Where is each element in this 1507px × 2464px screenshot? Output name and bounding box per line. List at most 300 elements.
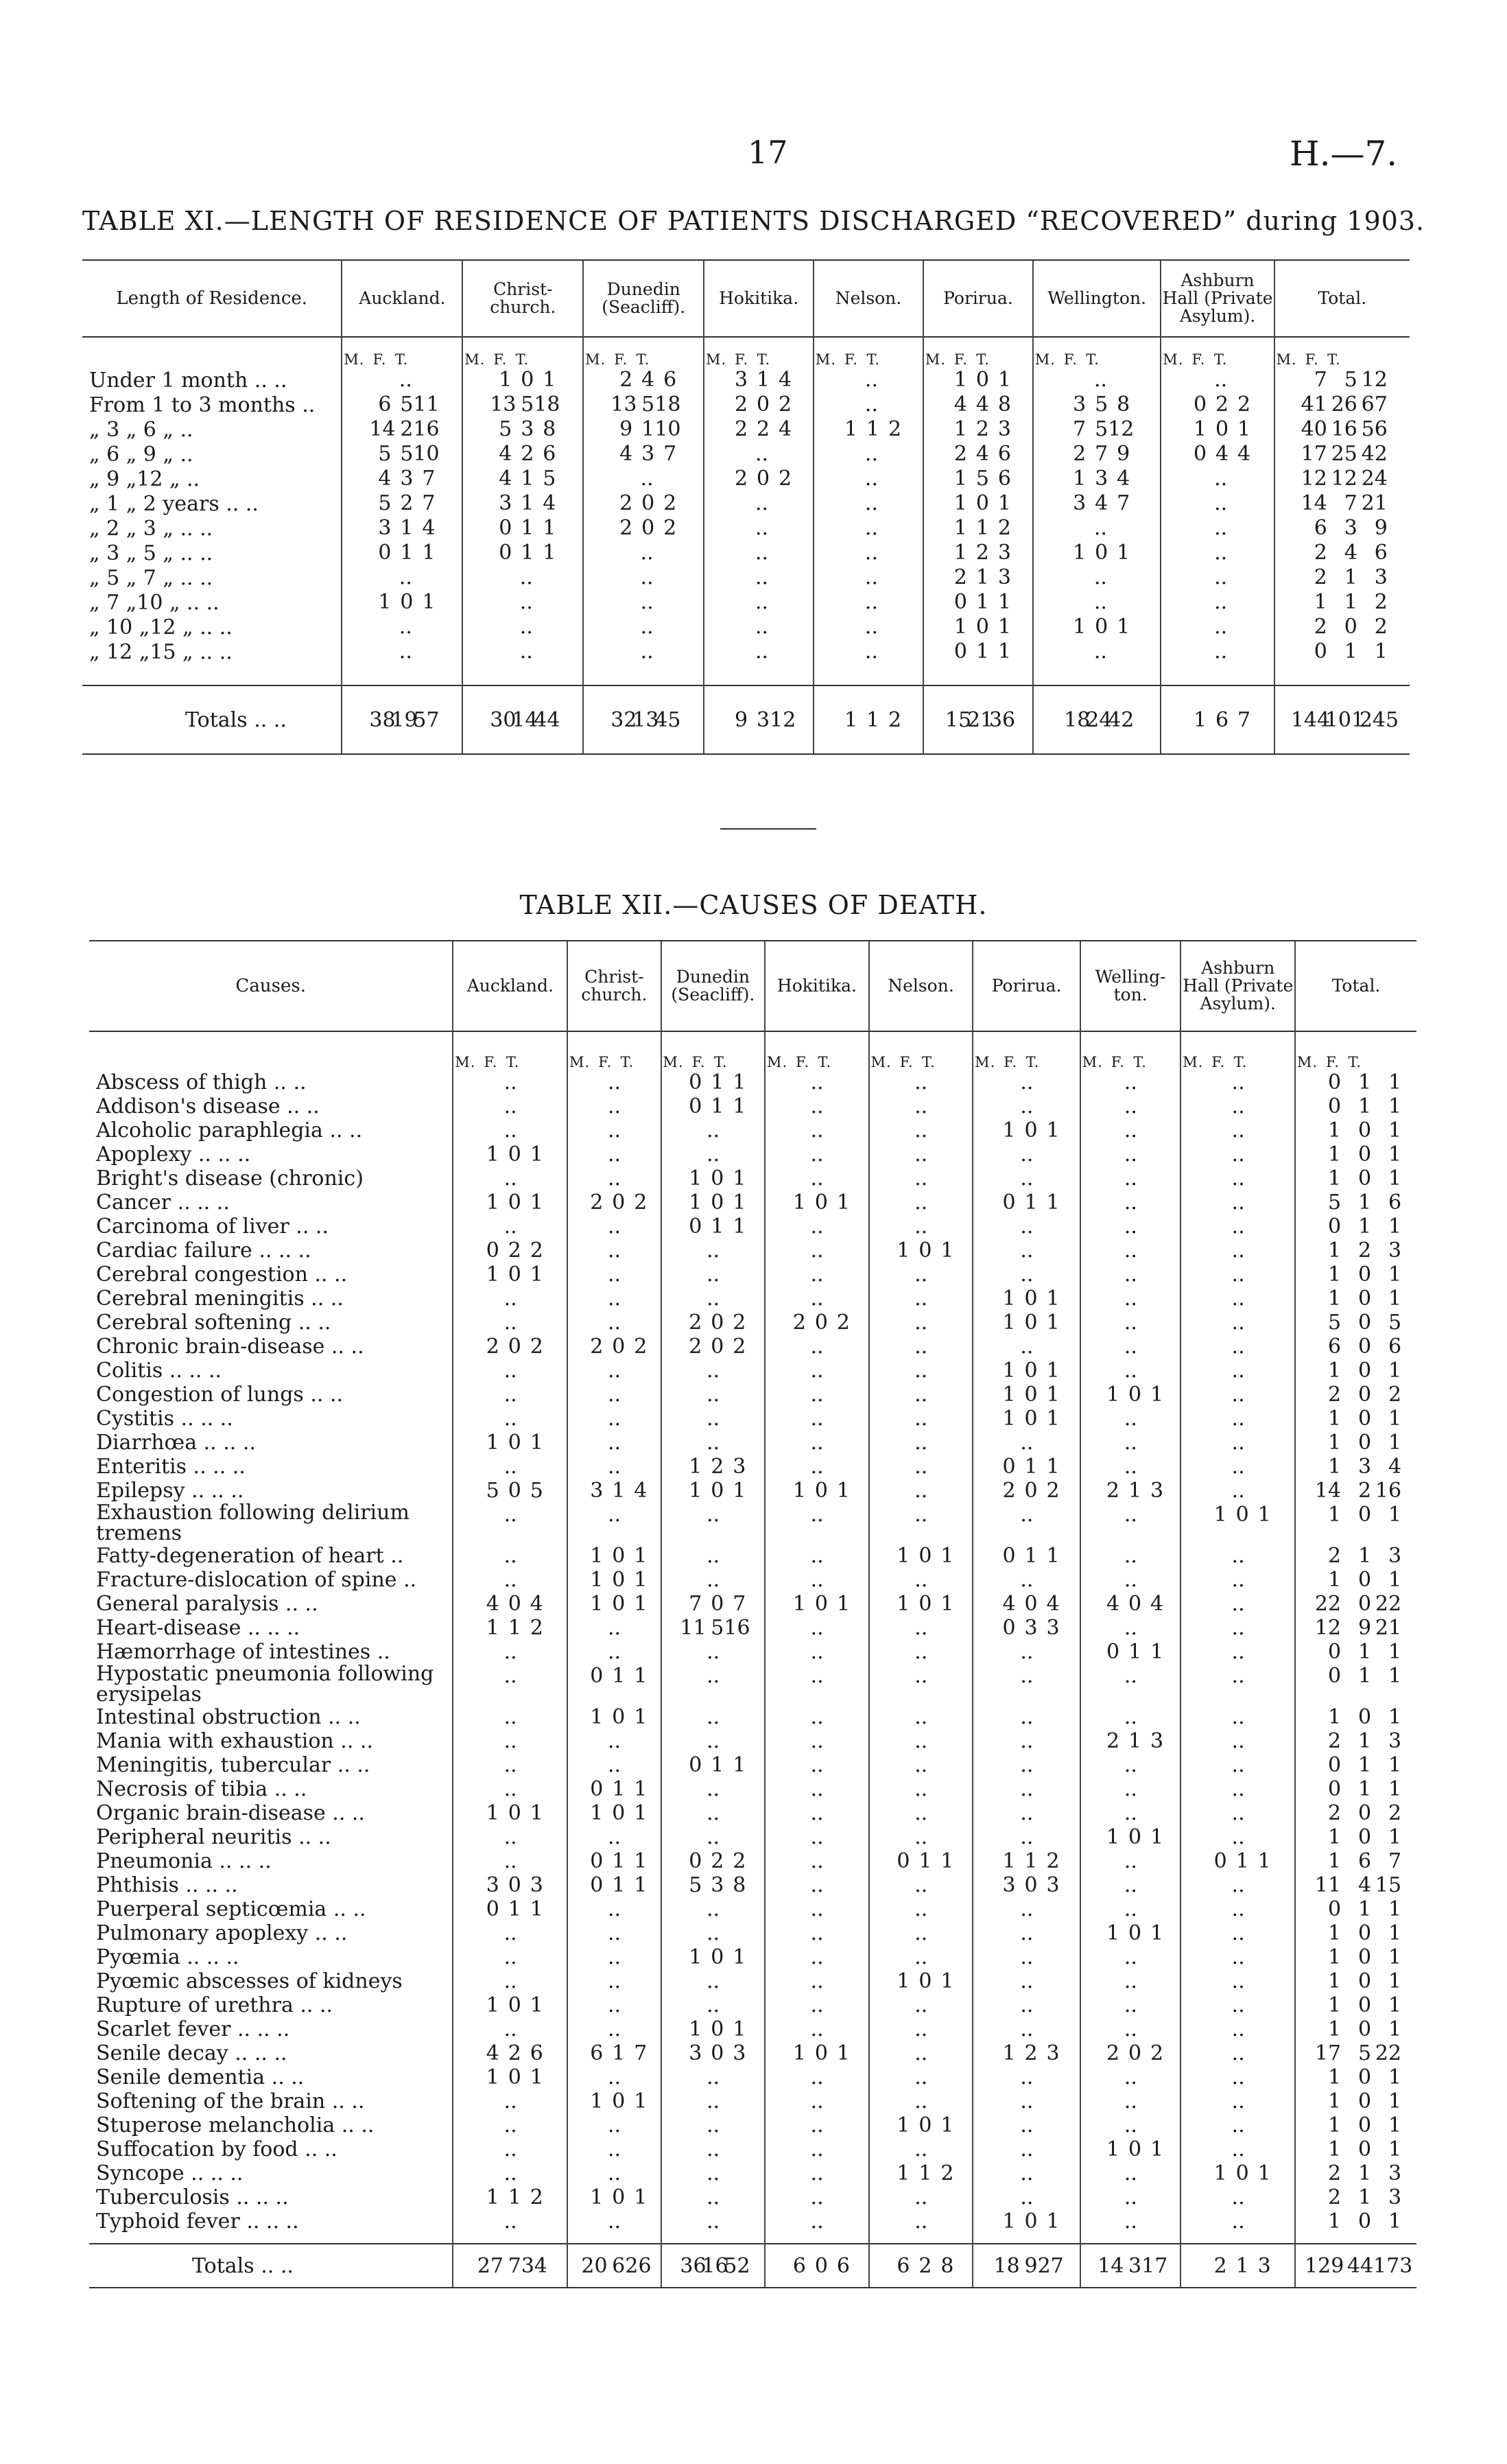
cell-value: 3 (733, 1455, 746, 1479)
empty-cell: .. (608, 1094, 621, 1118)
cell-value: 0 (1002, 1616, 1016, 1640)
empty-cell: .. (755, 590, 769, 614)
cell-value: 2 (1106, 1729, 1120, 1753)
cell-value: 1 (1327, 2209, 1342, 2233)
cell-value: 2 (1327, 2185, 1342, 2209)
sex-subhead: F. (735, 351, 749, 368)
cell-value: 1 (897, 1239, 910, 1263)
empty-cell: .. (1124, 1142, 1137, 1166)
section-divider (720, 828, 816, 830)
cell-value: 1 (1002, 2209, 1016, 2233)
empty-cell: .. (503, 2113, 517, 2137)
cell-value: 1 (1388, 1215, 1402, 1239)
cell-value: 1 (590, 2185, 604, 2209)
empty-cell: .. (1231, 1263, 1245, 1287)
cell-value: 1 (940, 1544, 954, 1568)
cell-value: 1 (1388, 1640, 1402, 1664)
cell-value: 1 (792, 1190, 806, 1215)
cell-value: 1 (1002, 1359, 1016, 1383)
empty-cell: .. (707, 1568, 720, 1592)
total-value: 1 (844, 707, 858, 732)
row-label: Epilepsy .. .. .. (96, 1478, 244, 1503)
cell-value: 15 (1375, 1873, 1402, 1897)
cell-value: 2 (975, 417, 989, 441)
cell-value: 1 (1388, 2089, 1402, 2113)
cell-value: 0 (499, 516, 512, 540)
cell-value: 4 (1046, 1592, 1060, 1616)
empty-cell: .. (1020, 1335, 1034, 1359)
empty-cell: .. (864, 565, 878, 589)
empty-cell: .. (608, 2137, 621, 2161)
empty-cell: .. (1124, 1215, 1137, 1239)
empty-cell: .. (707, 1359, 720, 1383)
empty-cell: .. (399, 640, 412, 664)
table-row (89, 1383, 1416, 1407)
cell-value: 1 (953, 368, 967, 392)
cell-value: 11 (680, 1616, 707, 1640)
cell-value: 1 (1073, 541, 1087, 565)
cell-value: 0 (814, 2041, 828, 2065)
cell-value: 2 (590, 1190, 604, 1215)
totals-row (89, 2244, 1416, 2288)
cell-value: 6 (378, 392, 392, 416)
total-value: 3 (1257, 2253, 1271, 2278)
cell-value: 1 (1213, 1503, 1227, 1527)
cell-value: 2 (1314, 615, 1327, 639)
cell-value: 1 (1388, 1359, 1402, 1383)
empty-cell: .. (810, 1335, 824, 1359)
empty-cell: .. (1124, 2065, 1137, 2089)
cell-value: 0 (918, 1592, 932, 1616)
cell-value: 1 (1106, 1825, 1120, 1849)
cell-value: 1 (1327, 1287, 1342, 1311)
cell-value: 7 (1344, 491, 1357, 515)
cell-value: 1 (1193, 417, 1207, 441)
cell-value: 0 (590, 1873, 604, 1897)
row-label: Rupture of urethra .. .. (96, 1993, 333, 2017)
table-row (89, 2065, 1416, 2089)
cell-value: 1 (521, 467, 534, 491)
empty-cell: .. (1093, 368, 1107, 392)
empty-cell: .. (1020, 1503, 1034, 1527)
cell-value: 6 (1314, 516, 1327, 540)
column-header: Hokitika. (765, 941, 869, 1031)
empty-cell: .. (503, 1503, 517, 1527)
cell-value: 0 (1002, 1455, 1016, 1479)
cell-value: 5 (499, 417, 512, 441)
empty-cell: .. (707, 1544, 720, 1568)
row-label: Cancer .. .. .. (96, 1190, 230, 1215)
row-label: Cardiac failure .. .. .. (96, 1238, 311, 1263)
empty-cell: .. (1020, 1568, 1034, 1592)
cell-value: 0 (1235, 2161, 1249, 2185)
empty-cell: .. (914, 1359, 928, 1383)
cell-value: 5 (1327, 1311, 1342, 1335)
empty-cell: .. (399, 615, 412, 639)
cell-value: 2 (953, 565, 967, 589)
cell-value: 1 (543, 368, 556, 392)
empty-cell: .. (914, 1705, 928, 1729)
column-header: Auckland. (342, 260, 462, 337)
cell-value: 12 (1108, 417, 1135, 441)
cell-value: 3 (1388, 1239, 1402, 1263)
sex-subhead: T. (506, 1054, 520, 1070)
row-label: „ 3 „ 6 „ .. (89, 417, 193, 442)
cell-value: 1 (953, 541, 967, 565)
cell-value: 1 (634, 1592, 648, 1616)
row-label: Suffocation by food .. .. (96, 2137, 337, 2161)
empty-cell: .. (1020, 1070, 1034, 1094)
empty-cell: .. (503, 2017, 517, 2041)
row-label: „ 12 „15 „ .. .. (89, 640, 233, 664)
cell-value: 1 (590, 1592, 604, 1616)
empty-cell: .. (810, 1359, 824, 1383)
cell-value: 4 (1215, 442, 1229, 466)
cell-value: 1 (486, 1190, 499, 1215)
cell-value: 3 (1073, 491, 1087, 515)
cell-value: 2 (1237, 392, 1251, 416)
empty-cell: .. (914, 1190, 928, 1215)
cell-value: 16 (724, 1616, 750, 1640)
empty-cell: .. (503, 1215, 517, 1239)
empty-cell: .. (707, 2137, 720, 2161)
cell-value: 0 (590, 1849, 604, 1873)
cell-value: 1 (1128, 1640, 1142, 1664)
cell-value: 0 (521, 368, 534, 392)
cell-value: 3 (530, 1873, 543, 1897)
empty-cell: .. (1231, 1070, 1245, 1094)
empty-cell: .. (1124, 2113, 1137, 2137)
total-value: 14 (1097, 2253, 1124, 2278)
empty-cell: .. (707, 1239, 720, 1263)
cell-value: 1 (1024, 1190, 1038, 1215)
cell-value: 0 (590, 1664, 604, 1688)
total-value: 1 (1193, 707, 1207, 732)
empty-cell: .. (608, 1455, 621, 1479)
row-label: Pyœmic abscesses of kidneys (96, 1969, 403, 1993)
cell-value: 40 (1301, 417, 1327, 441)
empty-cell: .. (1124, 1753, 1137, 1777)
cell-value: 0 (1357, 1969, 1372, 1993)
cell-value: 0 (1095, 615, 1108, 639)
cell-value: 7 (733, 1592, 746, 1616)
cell-value: 0 (378, 541, 392, 565)
table-row (82, 565, 1410, 590)
cell-value: 1 (1388, 1070, 1402, 1094)
cell-value: 5 (486, 1479, 499, 1503)
cell-value: 0 (486, 1239, 499, 1263)
cell-value: 1 (1213, 2161, 1227, 2185)
cell-value: 1 (953, 417, 967, 441)
table-row (89, 1070, 1416, 1094)
cell-value: 1 (530, 1993, 543, 2017)
cell-value: 1 (1235, 1849, 1249, 1873)
empty-cell: .. (1020, 1705, 1034, 1729)
row-label: Addison's disease .. .. (96, 1094, 320, 1118)
table-12-title: TABLE XII.—CAUSES OF DEATH. (519, 890, 988, 920)
cell-value: 1 (530, 1263, 543, 1287)
sex-subhead: T. (1086, 351, 1100, 368)
cell-value: 1 (1046, 1455, 1060, 1479)
cell-value: 1 (1237, 417, 1251, 441)
cell-value: 6 (543, 442, 556, 466)
empty-cell: .. (1231, 1118, 1245, 1142)
empty-cell: .. (914, 2017, 928, 2041)
empty-cell: .. (914, 1753, 928, 1777)
empty-cell: .. (810, 1142, 824, 1166)
cell-value: 3 (1046, 1616, 1060, 1640)
row-label: From 1 to 3 months .. (89, 392, 316, 417)
cell-value: 6 (1388, 1190, 1402, 1215)
sex-subhead: T. (1025, 1054, 1040, 1070)
table-row (89, 1263, 1416, 1287)
cell-value: 22 (1375, 1592, 1402, 1616)
empty-cell: .. (503, 1640, 517, 1664)
cell-value: 5 (1357, 2041, 1372, 2065)
cell-value: 1 (612, 1873, 626, 1897)
cell-value: 0 (1357, 2065, 1372, 2089)
sex-subhead: M. (1183, 1054, 1204, 1070)
cell-value: 1 (997, 491, 1011, 515)
cell-value: 1 (634, 1544, 648, 1568)
empty-cell: .. (1214, 368, 1228, 392)
cell-value: 0 (975, 615, 989, 639)
empty-cell: .. (1231, 1166, 1245, 1190)
row-label: Scarlet fever .. .. .. (96, 2017, 290, 2041)
row-label: Pulmonary apoplexy .. .. (96, 1921, 348, 1945)
empty-cell: .. (914, 1166, 928, 1190)
empty-cell: .. (608, 1825, 621, 1849)
cell-value: 24 (1361, 467, 1388, 491)
total-value: 52 (724, 2253, 750, 2278)
empty-cell: .. (707, 1897, 720, 1921)
cell-value: 2 (1327, 1544, 1342, 1568)
row-label: Syncope .. .. .. (96, 2161, 244, 2185)
cell-value: 1 (1327, 2065, 1342, 2089)
table-row (89, 1190, 1416, 1215)
cell-value: 1 (711, 1215, 724, 1239)
column-header: Christ-church. (462, 260, 583, 337)
page-number: 17 (748, 134, 788, 171)
cell-value: 1 (1388, 1945, 1402, 1969)
cell-value: 1 (530, 1142, 543, 1166)
cell-value: 0 (1327, 1215, 1342, 1239)
empty-cell: .. (707, 1431, 720, 1455)
cell-value: 1 (1128, 1729, 1142, 1753)
empty-cell: .. (1231, 1190, 1245, 1215)
empty-cell: .. (503, 1777, 517, 1801)
total-value: 45 (654, 707, 681, 732)
cell-value: 0 (641, 491, 655, 515)
cell-value: 0 (508, 1431, 521, 1455)
cell-value: 0 (612, 1592, 626, 1616)
cell-value: 2 (590, 1335, 604, 1359)
cell-value: 1 (530, 2065, 543, 2089)
row-label: Exhaustion following delirium tremens (96, 1501, 410, 1545)
row-label: Intestinal obstruction .. .. (96, 1704, 361, 1729)
cell-value: 0 (711, 1592, 724, 1616)
cell-value: 1 (836, 2041, 850, 2065)
cell-value: 0 (1357, 1503, 1372, 1527)
cell-value: 0 (1357, 1921, 1372, 1945)
empty-cell: .. (810, 2065, 824, 2089)
empty-cell: .. (707, 2065, 720, 2089)
empty-cell: .. (1231, 1215, 1245, 1239)
subhead-row (82, 337, 1410, 368)
cell-value: 1 (634, 1849, 648, 1873)
empty-cell: .. (1231, 1239, 1245, 1263)
cell-value: 1 (486, 1263, 499, 1287)
cell-value: 4 (486, 2041, 499, 2065)
empty-cell: .. (914, 2041, 928, 2065)
empty-cell: .. (914, 1616, 928, 1640)
cell-value: 1 (634, 2185, 648, 2209)
empty-cell: .. (519, 565, 533, 589)
cell-value: 7 (634, 2041, 648, 2065)
cell-value: 1 (689, 2017, 702, 2041)
cell-value: 16 (1331, 417, 1357, 441)
cell-value: 0 (1024, 1118, 1038, 1142)
empty-cell: .. (810, 1568, 824, 1592)
row-label: Puerperal septicœmia .. .. (96, 1897, 366, 1921)
empty-cell: .. (1231, 2209, 1245, 2233)
total-value: 173 (1373, 2253, 1413, 2278)
cell-value: 2 (634, 1190, 648, 1215)
row-label: Colitis .. .. .. (96, 1358, 222, 1383)
empty-cell: .. (608, 2065, 621, 2089)
row-label: „ 7 „10 „ .. .. (89, 590, 219, 615)
cell-value: 1 (997, 615, 1011, 639)
sex-subhead: M. (464, 351, 486, 368)
cell-value: 1 (733, 1945, 746, 1969)
empty-cell: .. (1020, 2089, 1034, 2113)
empty-cell: .. (1020, 1166, 1034, 1190)
cell-value: 0 (612, 2185, 626, 2209)
row-label: Stuperose melancholia .. .. (96, 2113, 375, 2137)
cell-value: 0 (689, 1070, 702, 1094)
cell-value: 12 (1301, 467, 1327, 491)
empty-cell: .. (1231, 1455, 1245, 1479)
sex-subhead: T. (757, 351, 771, 368)
cell-value: 1 (1327, 1921, 1342, 1945)
row-label: Cerebral congestion .. .. (96, 1262, 348, 1287)
empty-cell: .. (1231, 1407, 1245, 1431)
cell-value: 0 (1128, 1592, 1142, 1616)
cell-value: 14 (1301, 491, 1327, 515)
cell-value: 2 (663, 516, 677, 540)
empty-cell: .. (914, 1335, 928, 1359)
cell-value: 1 (1046, 1359, 1060, 1383)
sex-subhead: T. (1233, 1054, 1248, 1070)
sex-subhead: M. (1276, 351, 1297, 368)
sex-subhead: M. (1034, 351, 1056, 368)
cell-value: 0 (1193, 392, 1207, 416)
cell-value: 1 (1106, 1921, 1120, 1945)
cell-value: 4 (953, 392, 967, 416)
row-label: Pyœmia .. .. .. (96, 1945, 239, 1969)
cell-value: 1 (975, 565, 989, 589)
cell-value: 2 (689, 1311, 702, 1335)
cell-value: 1 (1106, 1383, 1120, 1407)
row-label: Necrosis of tibia .. .. (96, 1776, 307, 1801)
empty-cell: .. (1231, 1544, 1245, 1568)
cell-value: 1 (612, 2041, 626, 2065)
empty-cell: .. (1231, 2185, 1245, 2209)
cell-value: 0 (1357, 1287, 1372, 1311)
empty-cell: .. (914, 1455, 928, 1479)
sex-subhead: T. (1348, 1054, 1362, 1070)
cell-value: 0 (1357, 2113, 1372, 2137)
empty-cell: .. (707, 1118, 720, 1142)
sex-subhead: F. (954, 351, 968, 368)
cell-value: 4 (486, 1592, 499, 1616)
empty-cell: .. (810, 1729, 824, 1753)
cell-value: 2 (735, 467, 748, 491)
cell-value: 5 (711, 1616, 724, 1640)
empty-cell: .. (914, 2185, 928, 2209)
empty-cell: .. (503, 1729, 517, 1753)
cell-value: 1 (508, 1897, 521, 1921)
empty-cell: .. (914, 1568, 928, 1592)
empty-cell: .. (519, 640, 533, 664)
table-row (82, 516, 1410, 541)
empty-cell: .. (1124, 1094, 1137, 1118)
sex-subhead: F. (484, 1054, 498, 1070)
cell-value: 1 (897, 2113, 910, 2137)
empty-cell: .. (810, 1873, 824, 1897)
empty-cell: .. (1020, 1729, 1034, 1753)
empty-cell: .. (914, 2065, 928, 2089)
cell-value: 4 (499, 442, 512, 466)
empty-cell: .. (503, 1287, 517, 1311)
empty-cell: .. (810, 1801, 824, 1825)
cell-value: 1 (1357, 2161, 1372, 2185)
cell-value: 21 (1361, 491, 1388, 515)
cell-value: 2 (888, 417, 902, 441)
sex-subhead: M. (1296, 1054, 1318, 1070)
empty-cell: .. (914, 1431, 928, 1455)
cell-value: 1 (590, 1568, 604, 1592)
sex-subhead: T. (620, 1054, 634, 1070)
cell-value: 3 (1388, 1544, 1402, 1568)
cell-value: 14 (369, 417, 396, 441)
cell-value: 1 (1388, 1431, 1402, 1455)
empty-cell: .. (810, 1825, 824, 1849)
empty-cell: .. (608, 1729, 621, 1753)
cell-value: 1 (422, 541, 436, 565)
empty-cell: .. (1020, 1263, 1034, 1287)
cell-value: 1 (1002, 1383, 1016, 1407)
row-label: „ 5 „ 7 „ .. .. (89, 565, 213, 590)
empty-cell: .. (1231, 1142, 1245, 1166)
cell-value: 9 (1357, 1616, 1372, 1640)
residence-table (82, 259, 1410, 755)
cell-value: 1 (997, 590, 1011, 614)
empty-cell: .. (707, 1993, 720, 2017)
table-row (89, 1705, 1416, 1729)
empty-cell: .. (864, 467, 878, 491)
row-header: Causes. (89, 941, 453, 1031)
empty-cell: .. (1231, 1897, 1245, 1921)
empty-cell: .. (1020, 1825, 1034, 1849)
empty-cell: .. (608, 1407, 621, 1431)
cell-value: 0 (975, 491, 989, 515)
cell-value: 0 (508, 1142, 521, 1166)
empty-cell: .. (503, 2137, 517, 2161)
empty-cell: .. (503, 1945, 517, 1969)
cell-value: 0 (1357, 1118, 1372, 1142)
empty-cell: .. (1020, 2137, 1034, 2161)
